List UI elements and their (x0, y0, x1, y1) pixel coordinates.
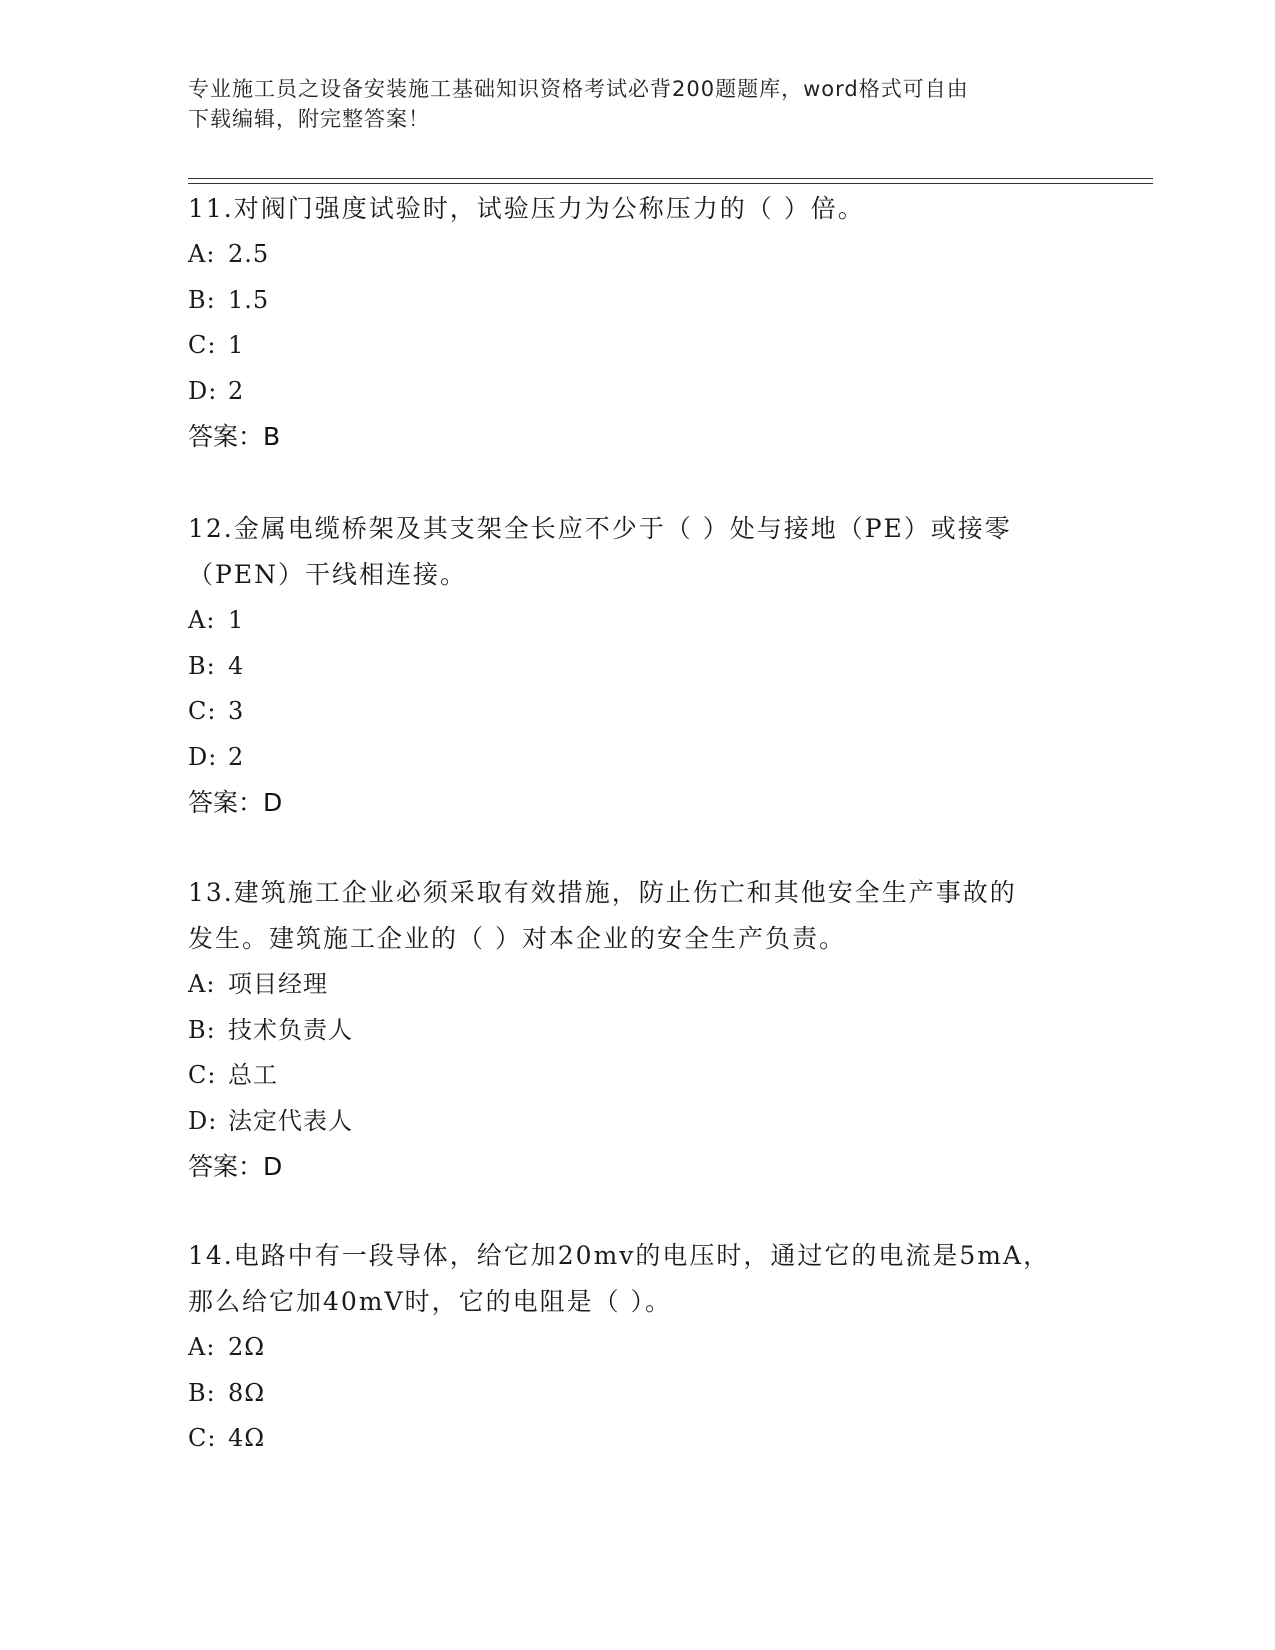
option-d (188, 369, 1088, 415)
option-letter: D: (188, 1106, 218, 1135)
option-letter: B: (188, 651, 216, 680)
option-value: 技术负责人 (228, 1015, 353, 1044)
option-d (188, 1099, 1088, 1145)
option-letter: D: (188, 742, 218, 771)
option-value: 2 (228, 376, 245, 405)
question-text-line-2: （PEN）干线相连接。 (188, 560, 467, 589)
option-c (188, 1053, 1088, 1099)
option-a (188, 232, 1088, 278)
question-13 (188, 870, 1088, 1190)
option-letter: D: (188, 376, 218, 405)
option-a (188, 1325, 1088, 1371)
option-value: 4 (228, 651, 245, 680)
option-a (188, 962, 1088, 1008)
option-value: 2 (228, 742, 245, 771)
option-letter: C: (188, 697, 217, 725)
header-line-2: 下载编辑，附完整答案！ (188, 107, 430, 131)
header-divider-top (188, 178, 1153, 179)
option-c (188, 323, 1088, 369)
option-value: 1 (228, 606, 245, 634)
option-letter: B: (188, 1015, 216, 1044)
option-a (188, 598, 1088, 644)
option-b (188, 1008, 1088, 1054)
answer-line: 答案：D (188, 1152, 283, 1181)
question-text-line-2: 那么给它加40mV时，它的电阻是（ ）。 (188, 1287, 673, 1316)
option-value: 1.5 (228, 285, 270, 314)
question-text-line-1: 13.建筑施工企业必须采取有效措施，防止伤亡和其他安全生产事故的 (188, 878, 1017, 907)
question-text-line-2: 发生。建筑施工企业的（ ）对本企业的安全生产负责。 (188, 924, 846, 953)
option-letter: B: (188, 1378, 216, 1407)
option-letter: C: (188, 331, 217, 359)
option-letter: C: (188, 1424, 217, 1452)
header-divider-bottom (188, 183, 1153, 184)
option-b (188, 1371, 1088, 1417)
answer-line: 答案：D (188, 788, 283, 817)
option-value: 总工 (228, 1061, 278, 1089)
option-value: 法定代表人 (228, 1106, 353, 1135)
header-line-1: 专业施工员之设备安装施工基础知识资格考试必背200题题库，word格式可自由 (188, 77, 969, 101)
answer-line: 答案：B (188, 422, 281, 451)
question-text: 11.对阀门强度试验时，试验压力为公称压力的（ ）倍。 (188, 194, 865, 223)
question-12 (188, 506, 1088, 826)
option-letter: A: (188, 606, 216, 634)
option-c (188, 689, 1088, 735)
option-letter: C: (188, 1061, 217, 1089)
option-b (188, 644, 1088, 690)
option-value: 2Ω (228, 1333, 266, 1361)
option-value: 2.5 (228, 240, 270, 268)
option-value: 4Ω (228, 1424, 266, 1452)
option-letter: A: (188, 970, 216, 998)
question-text-line-1: 12.金属电缆桥架及其支架全长应不少于（ ）处与接地（PE）或接零 (188, 514, 1012, 543)
question-14 (188, 1233, 1088, 1462)
option-letter: B: (188, 285, 216, 314)
option-b (188, 278, 1088, 324)
option-d (188, 735, 1088, 781)
document-header (188, 74, 1068, 134)
option-c (188, 1416, 1088, 1462)
option-value: 项目经理 (228, 970, 328, 998)
option-letter: A: (188, 240, 216, 268)
option-value: 8Ω (228, 1378, 266, 1407)
question-11 (188, 186, 1088, 460)
question-text-line-1: 14.电路中有一段导体，给它加20mv的电压时，通过它的电流是5mA， (188, 1241, 1051, 1270)
option-value: 1 (228, 331, 245, 359)
option-value: 3 (228, 697, 245, 725)
option-letter: A: (188, 1333, 216, 1361)
